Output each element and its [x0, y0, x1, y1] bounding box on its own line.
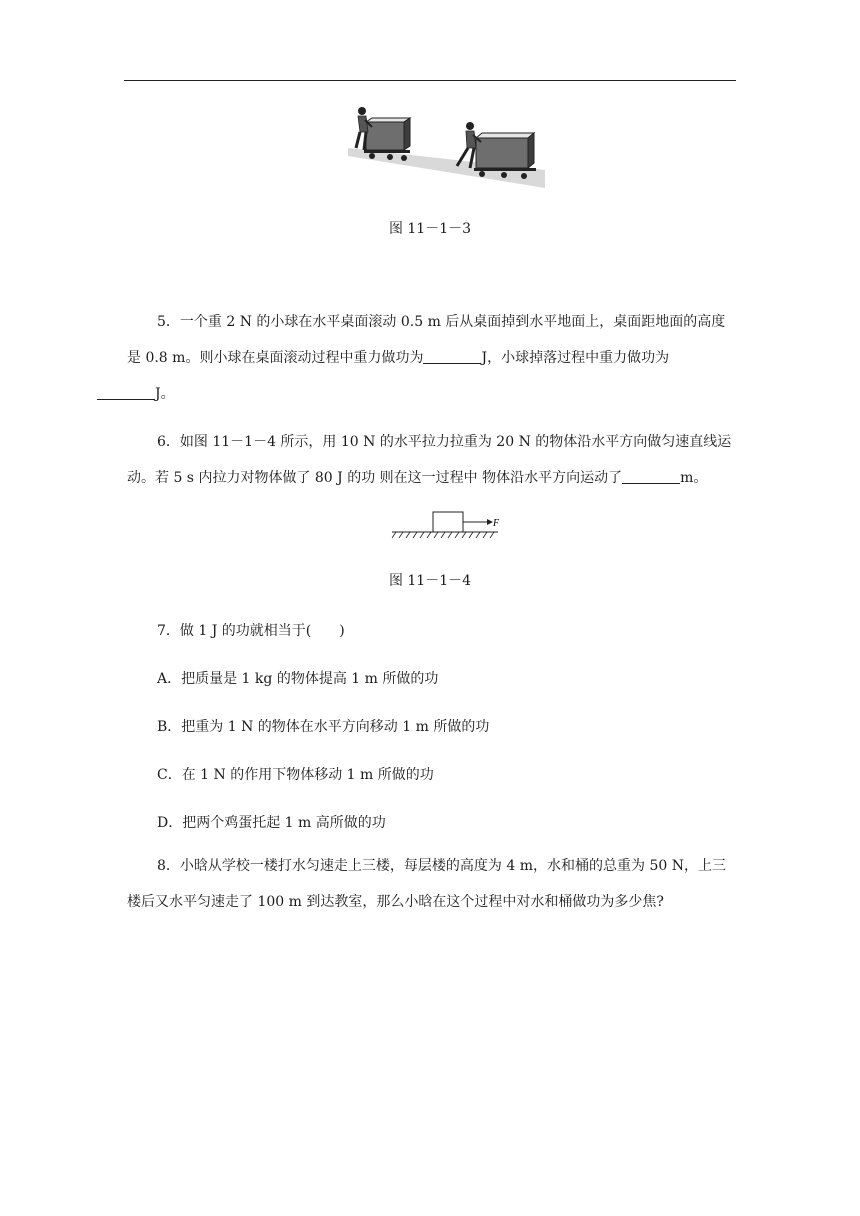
answer-blank — [622, 469, 680, 484]
option-b: B．把重为 1 N 的物体在水平方向移动 1 m 所做的功 — [157, 719, 490, 735]
answer-blank — [97, 385, 155, 400]
answer-blank — [423, 349, 481, 364]
question-5: 5．一个重 2 N 的小球在水平桌面滚动 0.5 m 后从桌面掉到水平地面上，桌面距地面的高度是 0.8 m。则小球在桌面滚动过程中重力做功为 J，小球掉落过程中重力做功为 J。 — [127, 304, 737, 412]
question-7-stem: 7．做 1 J 的功就相当于( ) — [157, 623, 345, 639]
header-rule — [124, 80, 736, 81]
figure-4-caption: 图 11－1－4 — [388, 573, 472, 589]
option-a: A．把质量是 1 kg 的物体提高 1 m 所做的功 — [157, 671, 439, 687]
force-label: F — [493, 518, 500, 529]
option-d: D．把两个鸡蛋托起 1 m 高所做的功 — [157, 815, 386, 831]
figure-11-1-4 — [390, 508, 505, 544]
option-c: C．在 1 N 的作用下物体移动 1 m 所做的功 — [157, 767, 434, 783]
question-6: 6．如图 11－1－4 所示，用 10 N 的水平拉力拉重为 20 N 的物体沿水平方向做匀速直线运动。若 5 s 内拉力对物体做了 80 J 的功 则在这一过程中 物体沿水平方向运动了 m。 — [127, 434, 732, 486]
question-8: 8．小晗从学校一楼打水匀速走上三楼，每层楼的高度为 4 m，水和桶的总重为 50 N，上三楼后又水平匀速走了 100 m 到达教室，那么小晗在这个过程中对水和桶做功为多少焦? — [127, 858, 726, 910]
figure-3-caption: 图 11－1－3 — [388, 221, 472, 237]
figure-11-1-3 — [340, 100, 550, 190]
